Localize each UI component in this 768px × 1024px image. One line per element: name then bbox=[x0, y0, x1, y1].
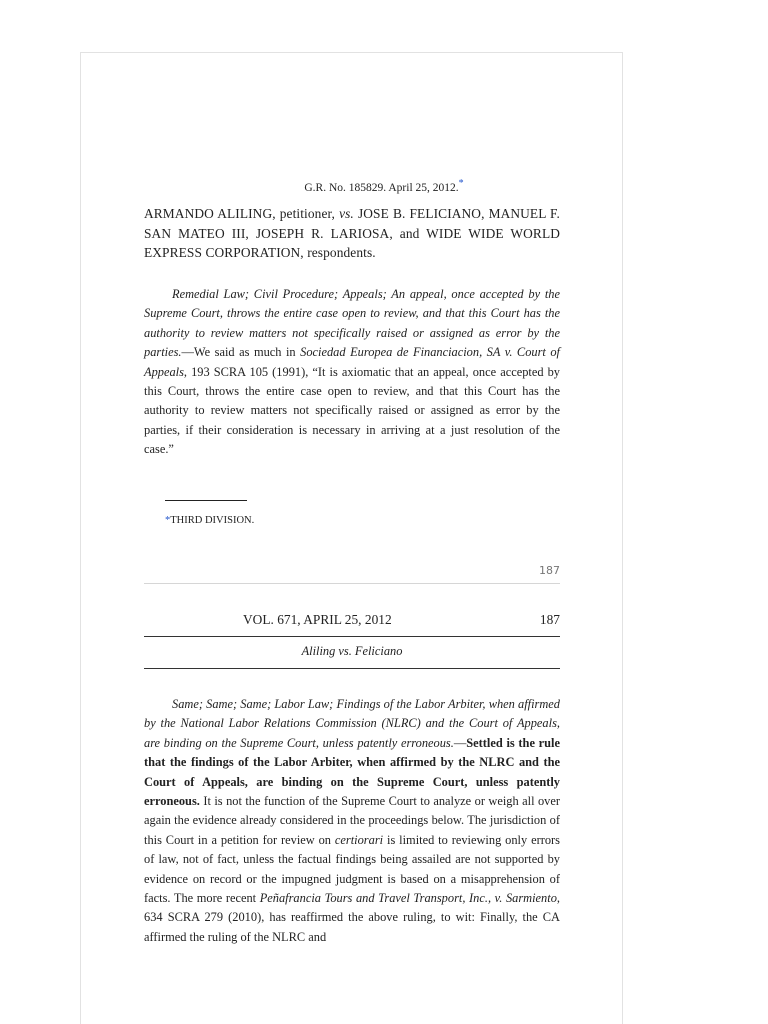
case-parties bbox=[144, 204, 560, 263]
footnote-link[interactable]: * bbox=[458, 178, 464, 189]
em-dash: — bbox=[181, 345, 194, 360]
page-number: 187 bbox=[539, 564, 560, 577]
petitioner-role: , petitioner, bbox=[272, 206, 340, 221]
respondent-names: JOSE B. FELICIANO, MANUEL F. SAN MATEO III, JOSEPH R. LARIOSA, and WIDE WIDE WORLD EXPRESS CORPORATION bbox=[144, 206, 560, 260]
footnote-text: THIRD DIVISION. bbox=[170, 515, 255, 526]
header-rule-top bbox=[144, 636, 560, 637]
petitioner-name: ARMANDO ALILING bbox=[144, 206, 273, 221]
certiorari-term: certiorari bbox=[334, 832, 384, 847]
case-number bbox=[0, 178, 768, 194]
footnote-divider bbox=[165, 500, 247, 501]
syllabus-text: , 634 SCRA 279 (2010), has reaffirmed the above ruling, to wit: Finally, the CA affirmed the ruling of the NLRC and bbox=[144, 891, 560, 944]
syllabus-text: It is not the function of the Supreme Court to analyze or weigh all over again the evidence already considered in the proceedings below. The jurisdiction of this Court in a petition for review on bbox=[144, 794, 560, 847]
volume-header: VOL. 671, APRIL 25, 2012 bbox=[243, 612, 392, 627]
syllabus-text: , 193 SCRA 105 (1991), “It is axiomatic that an appeal, once accepted by this Court, throws the entire case open to review, and that this Court has the authority to review matters not specifically raised or assigned as error by the parties, if their consideration is necessary in arriving at a just resolution of the case.” bbox=[144, 364, 560, 457]
respondent-role: , respondents. bbox=[300, 245, 376, 260]
syllabus-bold-doctrine: Settled is the rule that the findings of the Labor Arbiter, when affirmed by the NLRC and the Court of Appeals, are binding on the Supreme Court, unless patently erroneous. bbox=[144, 735, 560, 809]
footnote bbox=[165, 515, 254, 526]
syllabus-keywords: Remedial Law; Civil Procedure; Appeals; An appeal, once accepted by the Supreme Court, throws the entire case open to review, and that this Court has the authority to review matters not specifically raised or assigned as error by the parties. bbox=[144, 287, 560, 360]
syllabus-text: is limited to reviewing only errors of law, not of fact, unless the factual findings being assailed are not supported by evidence on record or the impugned judgment is based on a misapprehension of facts. The more recent bbox=[144, 832, 560, 906]
page-break-divider bbox=[144, 583, 560, 584]
header-rule-bottom bbox=[144, 668, 560, 669]
running-title: Aliling vs. Feliciano bbox=[301, 644, 403, 658]
cited-case: Peñafrancia Tours and Travel Transport, Inc., v. Sarmiento bbox=[259, 891, 557, 906]
header-page-number: 187 bbox=[539, 612, 560, 627]
syllabus-paragraph-1 bbox=[144, 285, 560, 460]
versus: vs. bbox=[339, 206, 354, 221]
syllabus-keywords: Same; Same; Same; Labor Law; Findings of the Labor Arbiter, when affirmed by the National Labor Relations Commission (NLRC) and the Court of Appeals, are binding on the Supreme Court, unless patently erroneous. bbox=[144, 697, 560, 750]
cited-case: Sociedad Europea de Financiacion, SA v. Court of Appeals bbox=[144, 345, 560, 379]
syllabus-paragraph-2 bbox=[144, 695, 560, 947]
em-dash: — bbox=[453, 735, 467, 750]
gr-number-text: G.R. No. 185829. April 25, 2012. bbox=[304, 181, 459, 194]
footnote-marker[interactable]: * bbox=[165, 515, 171, 526]
syllabus-text: We said as much in bbox=[193, 345, 301, 360]
